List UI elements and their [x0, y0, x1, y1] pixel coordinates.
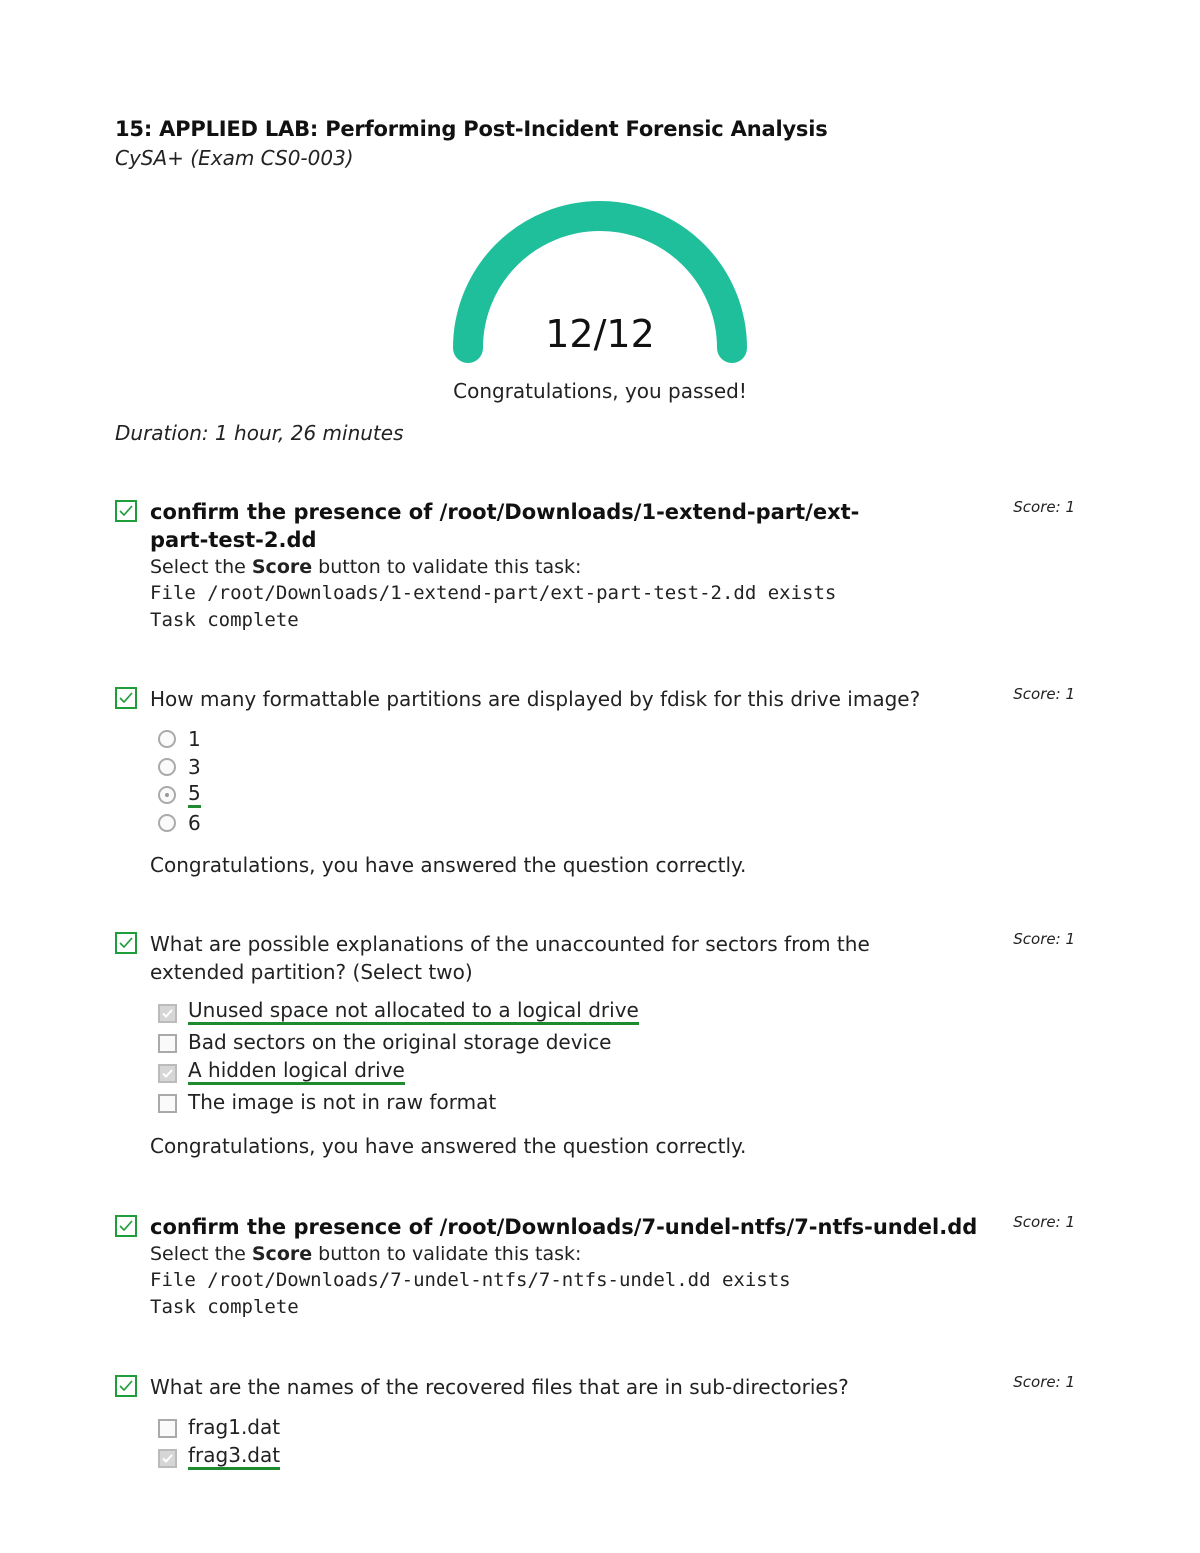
checkbox-checked[interactable] [158, 1449, 177, 1468]
radio-button-selected[interactable] [158, 786, 176, 804]
task-instruction [150, 1241, 960, 1267]
radio-button[interactable] [158, 730, 176, 748]
checkbox[interactable] [158, 1034, 177, 1053]
exam-subtitle: CySA+ (Exam CS0-003) [115, 146, 354, 170]
option-label: 6 [188, 811, 201, 835]
option-label: Unused space not allocated to a logical drive [188, 998, 639, 1025]
check-icon [115, 1215, 137, 1237]
task-output-line: Task complete [150, 609, 299, 631]
task-score: Score: 1 [1013, 930, 1075, 948]
option-label: Bad sectors on the original storage device [188, 1030, 612, 1054]
radio-options [150, 725, 960, 837]
task-item [115, 1213, 1075, 1333]
task-item [115, 498, 1075, 638]
question-text: What are possible explanations of the unaccounted for sectors from the extended partition? (Select two) [150, 932, 870, 984]
option-label: 3 [188, 755, 201, 779]
task-output-line: File /root/Downloads/1-extend-part/ext-part-test-2.dd exists [150, 582, 837, 604]
task-score: Score: 1 [1013, 685, 1075, 703]
pass-message: Congratulations, you passed! [453, 379, 747, 403]
checkbox-options [150, 1413, 960, 1473]
score-keyword: Score [251, 1243, 313, 1265]
feedback-text: Congratulations, you have answered the question correctly. [150, 1134, 747, 1158]
check-icon [115, 1375, 137, 1397]
checkbox-options [150, 998, 960, 1118]
task-score: Score: 1 [1013, 1213, 1075, 1231]
task-instruction [150, 554, 960, 580]
radio-option[interactable] [150, 753, 960, 781]
option-label: The image is not in raw format [188, 1090, 497, 1114]
checkbox-option[interactable] [150, 1028, 960, 1058]
checkbox-checked[interactable] [158, 1004, 177, 1023]
radio-option[interactable] [150, 809, 960, 837]
instruction-text: button to validate this task: [312, 1243, 582, 1265]
checkbox-checked[interactable] [158, 1064, 177, 1083]
question-item [115, 685, 1075, 885]
checkbox[interactable] [158, 1094, 177, 1113]
option-label: frag3.dat [188, 1443, 280, 1470]
radio-button[interactable] [158, 758, 176, 776]
checkbox-option-selected[interactable] [150, 998, 960, 1028]
radio-option-selected[interactable] [150, 781, 960, 809]
question-item [115, 1373, 1075, 1493]
checkbox[interactable] [158, 1419, 177, 1438]
check-icon [115, 687, 137, 709]
question-text: How many formattable partitions are displayed by fdisk for this drive image? [150, 687, 921, 711]
task-score: Score: 1 [1013, 498, 1075, 516]
option-label: A hidden logical drive [188, 1058, 405, 1085]
radio-button[interactable] [158, 814, 176, 832]
task-output-line: File /root/Downloads/7-undel-ntfs/7-ntfs-undel.dd exists [150, 1269, 791, 1291]
checkbox-option-selected[interactable] [150, 1443, 960, 1473]
option-label: 5 [188, 781, 201, 808]
radio-option[interactable] [150, 725, 960, 753]
check-icon [115, 500, 137, 522]
instruction-text: button to validate this task: [312, 556, 582, 578]
instruction-text: Select the [150, 556, 252, 578]
checkbox-option-selected[interactable] [150, 1058, 960, 1088]
check-icon [115, 932, 137, 954]
feedback-text: Congratulations, you have answered the question correctly. [150, 853, 747, 877]
task-title: confirm the presence of /root/Downloads/7-undel-ntfs/7-ntfs-undel.dd [150, 1215, 978, 1239]
duration-text: Duration: 1 hour, 26 minutes [115, 421, 404, 445]
instruction-text: Select the [150, 1243, 252, 1265]
question-item [115, 930, 1075, 1170]
task-title: confirm the presence of /root/Downloads/1-extend-part/ext-part-test-2.dd [150, 500, 860, 552]
task-score: Score: 1 [1013, 1373, 1075, 1391]
task-output-line: Task complete [150, 1296, 299, 1318]
page-title: 15: APPLIED LAB: Performing Post-Incident Forensic Analysis [115, 117, 828, 141]
checkbox-option[interactable] [150, 1413, 960, 1443]
option-label: frag1.dat [188, 1415, 281, 1439]
score-value: 12/12 [545, 312, 655, 356]
option-label: 1 [188, 727, 201, 751]
score-keyword: Score [251, 556, 313, 578]
question-text: What are the names of the recovered files that are in sub-directories? [150, 1375, 849, 1399]
checkbox-option[interactable] [150, 1088, 960, 1118]
